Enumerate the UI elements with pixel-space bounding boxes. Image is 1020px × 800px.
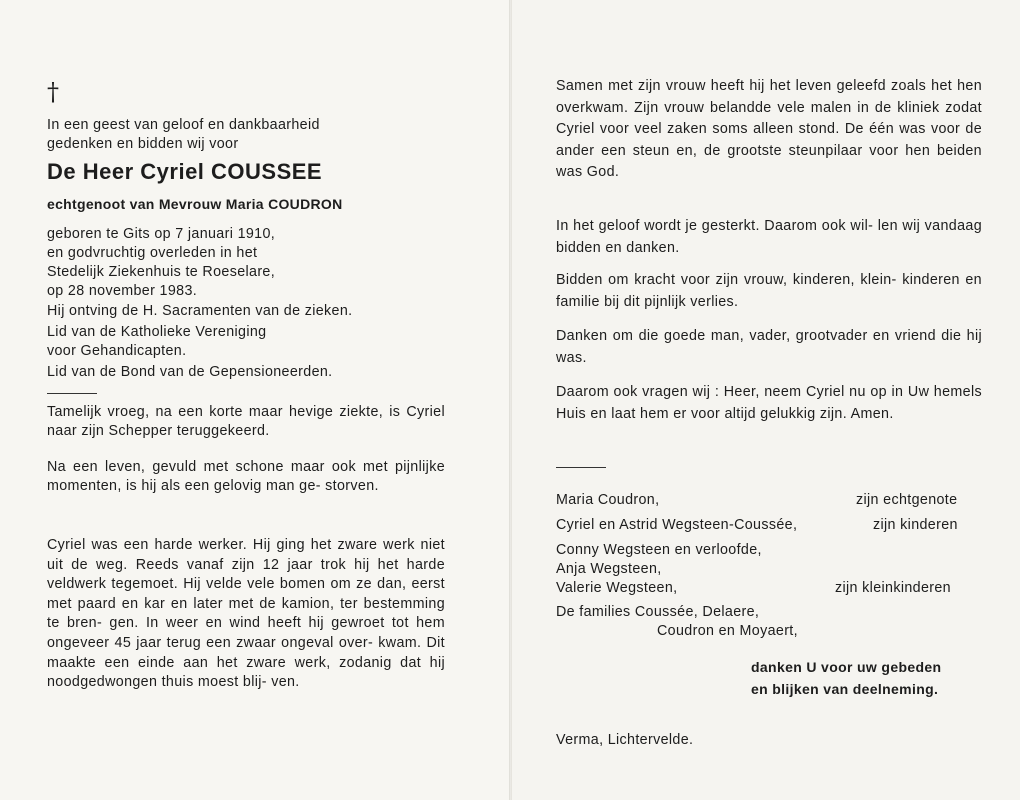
thanks-text	[751, 656, 941, 700]
family-member: Valerie Wegsteen,	[556, 580, 678, 596]
relation-label: zijn kinderen	[873, 517, 958, 533]
paragraph: Na een leven, gevuld met schone maar ook met pijnlijke momenten, is hij als een gelovig man ge- storven.	[47, 459, 445, 494]
paragraph: Tamelijk vroeg, na een korte maar hevige ziekte, is Cyriel naar zijn Schepper teruggekeerd.	[47, 404, 445, 439]
bio-line: Stedelijk Ziekenhuis te Roeselare,	[47, 264, 276, 280]
intro-line: In een geest van geloof en dankbaarheid	[47, 117, 320, 133]
bio-line: op 28 november 1983.	[47, 283, 198, 299]
family-member: Cyriel en Astrid Wegsteen-Coussée,	[556, 517, 798, 533]
paragraph: Danken om die goede man, vader, grootvader en vriend die hij was.	[556, 328, 982, 366]
separator-rule	[556, 467, 606, 468]
paragraph: Bidden om kracht voor zijn vrouw, kinderen, klein- kinderen en familie bij dit pijnlijk verlies.	[556, 272, 982, 310]
family-member: Conny Wegsteen en verloofde,	[556, 542, 762, 558]
paragraph: Daarom ook vragen wij : Heer, neem Cyriel nu op in Uw hemels Huis en laat hem er voor altijd gelukkig zijn. Amen.	[556, 384, 982, 422]
relation-label: zijn echtgenote	[856, 492, 958, 508]
deceased-name: De Heer Cyriel COUSSEE	[47, 159, 323, 184]
intro-line: gedenken en bidden wij voor	[47, 136, 239, 152]
bio-line: Lid van de Bond van de Gepensioneerden.	[47, 364, 333, 380]
intro-text	[47, 116, 445, 154]
spouse-line: echtgenoot van Mevrouw Maria COUDRON	[47, 196, 343, 212]
bio-line: voor Gehandicapten.	[47, 343, 187, 359]
family-member: Maria Coudron,	[556, 492, 660, 508]
bio-text	[47, 225, 445, 382]
family-member: De families Coussée, Delaere,	[556, 604, 760, 620]
paragraph: Samen met zijn vrouw heeft hij het leven geleefd zoals het hen overkwam. Zijn vrouw belandde vele malen in de kliniek zodat Cyriel voor veel zaken soms alleen stond. De één was voor de ander een steun en, de grootste steunpilaar voor hen beiden was God.	[556, 78, 982, 181]
printer-credit: Verma, Lichtervelde.	[556, 732, 694, 748]
bio-line: en godvruchtig overleden in het	[47, 245, 258, 261]
thanks-line: en blijken van deelneming.	[751, 681, 939, 697]
bio-line: Hij ontving de H. Sacramenten van de zieken.	[47, 303, 353, 319]
bio-line: Lid van de Katholieke Vereniging	[47, 324, 267, 340]
relation-label: zijn kleinkinderen	[835, 580, 951, 596]
cross-icon: †	[47, 78, 59, 106]
paragraph: Cyriel was een harde werker. Hij ging het zware werk niet uit de weg. Reeds vanaf zijn 12 jaar trok hij het harde veldwerk tegemoet. Hij velde vele bomen om ze dan, eerst met paard en kar en later met de kamion, ter bestemming te bren- gen. In weer en wind heeft hij gewroet tot hem ongeveer 45 jaar terug een zwaar ongeval over- kwam. Dit maakte een einde aan het zware werk, zodanig dat hij noodgedwongen thuis moest blij- ven.	[47, 537, 445, 691]
separator-rule	[47, 393, 97, 394]
paragraph: In het geloof wordt je gesterkt. Daarom ook wil- len wij vandaag bidden en danken.	[556, 218, 982, 256]
bio-line: geboren te Gits op 7 januari 1910,	[47, 226, 276, 242]
family-member: Anja Wegsteen,	[556, 561, 662, 577]
thanks-line: danken U voor uw gebeden	[751, 659, 942, 675]
family-member: Coudron en Moyaert,	[657, 623, 798, 639]
